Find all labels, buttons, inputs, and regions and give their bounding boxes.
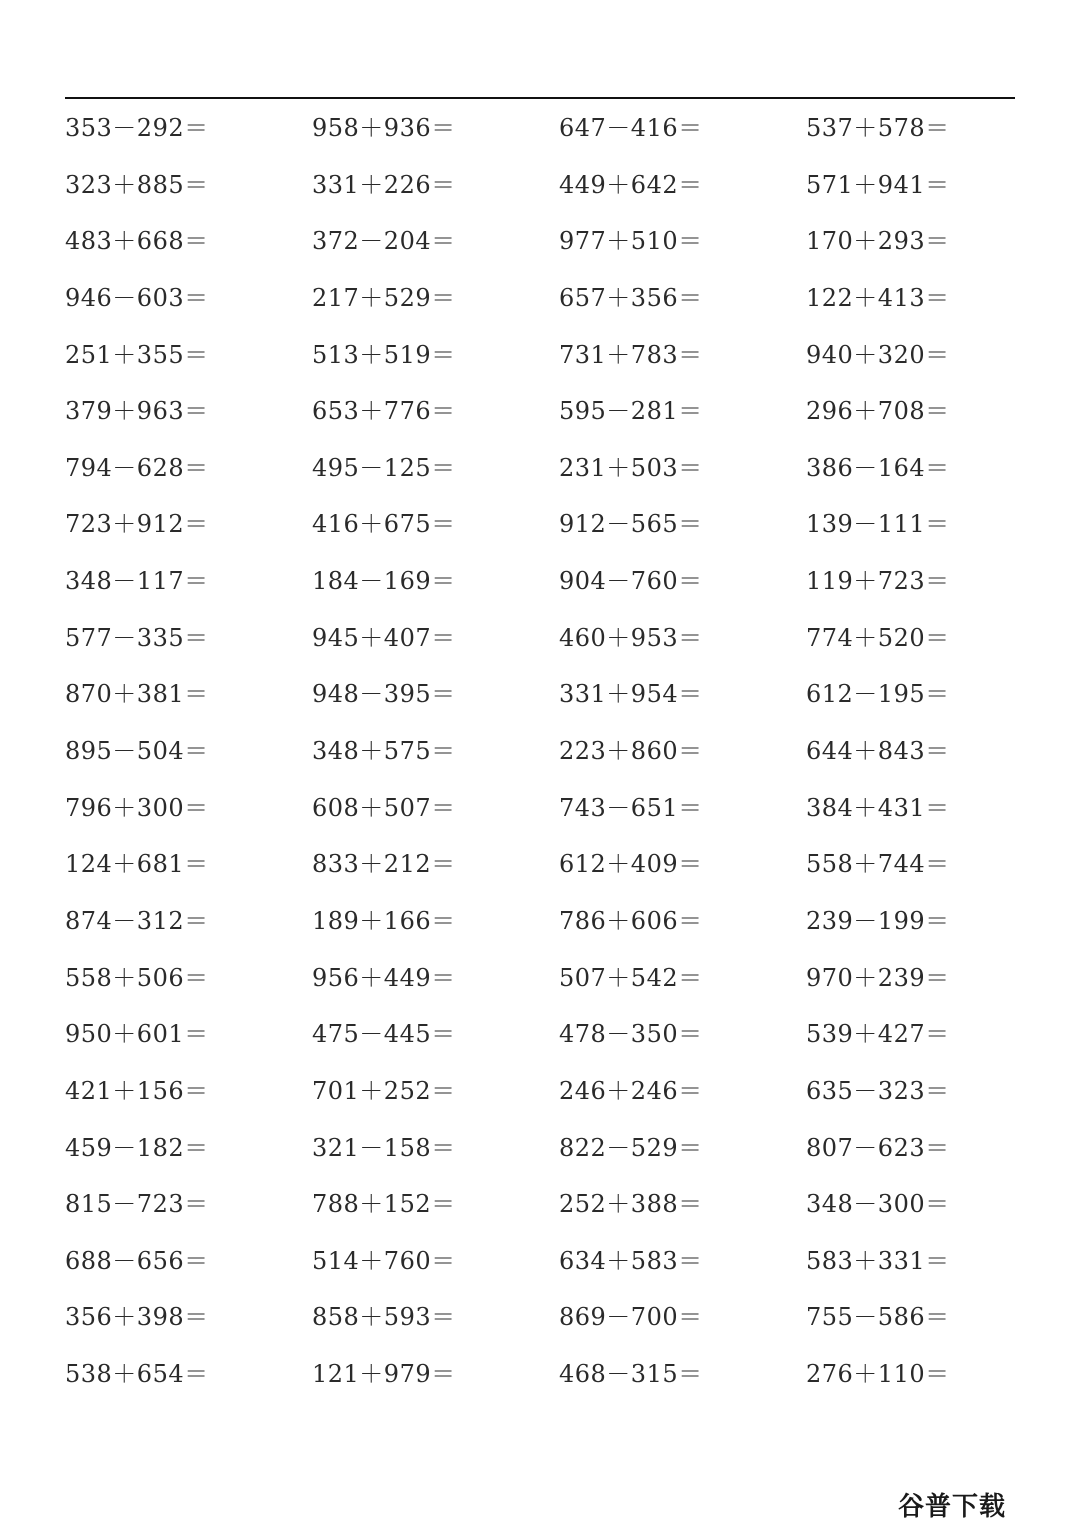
math-problem: 786＋606＝: [559, 906, 703, 935]
math-problem: 121＋979＝: [312, 1360, 456, 1389]
problem-row: [65, 844, 1015, 901]
math-problem: 822－529＝: [559, 1133, 703, 1162]
math-problem: 950＋601＝: [65, 1020, 209, 1049]
math-problem: 583＋331＝: [806, 1246, 950, 1275]
math-problem: 276＋110＝: [806, 1360, 950, 1389]
math-problem: 904－760＝: [559, 567, 703, 596]
math-problem: 296＋708＝: [806, 397, 950, 426]
math-problem: 743－651＝: [559, 793, 703, 822]
math-problem: 815－723＝: [65, 1190, 209, 1219]
math-problem: 870＋381＝: [65, 680, 209, 709]
problem-row: [65, 448, 1015, 505]
problem-row: [65, 618, 1015, 675]
math-problem: 348－300＝: [806, 1190, 950, 1219]
math-problem: 460＋953＝: [559, 623, 703, 652]
math-problem: 657＋356＝: [559, 283, 703, 312]
problem-row: [65, 958, 1015, 1015]
math-problem: 538＋654＝: [65, 1360, 209, 1389]
problem-row: [65, 108, 1015, 165]
problem-row: [65, 165, 1015, 222]
problem-row: [65, 504, 1015, 561]
problem-row: [65, 1128, 1015, 1185]
math-problem: 701＋252＝: [312, 1076, 456, 1105]
math-problem: 558＋744＝: [806, 850, 950, 879]
math-problem: 958＋936＝: [312, 114, 456, 142]
math-problem: 940＋320＝: [806, 340, 950, 369]
problem-row: [65, 391, 1015, 448]
math-problem: 513＋519＝: [312, 340, 456, 369]
problem-row: [65, 1297, 1015, 1354]
math-problem: 647－416＝: [559, 114, 703, 142]
math-problem: 331＋954＝: [559, 680, 703, 709]
math-problem: 379＋963＝: [65, 397, 209, 426]
math-problem: 833＋212＝: [312, 850, 456, 879]
math-problem: 723＋912＝: [65, 510, 209, 539]
math-problem: 449＋642＝: [559, 170, 703, 199]
math-problem: 858＋593＝: [312, 1303, 456, 1332]
math-problem: 869－700＝: [559, 1303, 703, 1332]
math-problem: 558＋506＝: [65, 963, 209, 992]
problem-row: [65, 788, 1015, 845]
math-problem: 421＋156＝: [65, 1076, 209, 1105]
arithmetic-problem-grid: [65, 108, 1015, 1411]
math-problem: 124＋681＝: [65, 850, 209, 879]
math-problem: 948－395＝: [312, 680, 456, 709]
math-problem: 459－182＝: [65, 1133, 209, 1162]
math-problem: 796＋300＝: [65, 793, 209, 822]
math-problem: 653＋776＝: [312, 397, 456, 426]
math-problem: 356＋398＝: [65, 1303, 209, 1332]
math-problem: 184－169＝: [312, 567, 456, 596]
math-problem: 217＋529＝: [312, 283, 456, 312]
math-problem: 688－656＝: [65, 1246, 209, 1275]
math-problem: 478－350＝: [559, 1020, 703, 1049]
watermark-logo: 谷普下载: [898, 1492, 1007, 1522]
math-problem: 608＋507＝: [312, 793, 456, 822]
math-problem: 539＋427＝: [806, 1020, 950, 1049]
math-problem: 475－445＝: [312, 1020, 456, 1049]
problem-row: [65, 221, 1015, 278]
math-problem: 571＋941＝: [806, 170, 950, 199]
math-problem: 321－158＝: [312, 1133, 456, 1162]
math-problem: 595－281＝: [559, 397, 703, 426]
math-problem: 956＋449＝: [312, 963, 456, 992]
math-problem: 946－603＝: [65, 283, 209, 312]
math-problem: 348＋575＝: [312, 737, 456, 766]
math-problem: 514＋760＝: [312, 1246, 456, 1275]
problem-row: [65, 1071, 1015, 1128]
math-problem: 794－628＝: [65, 453, 209, 482]
math-problem: 788＋152＝: [312, 1190, 456, 1219]
math-problem: 635－323＝: [806, 1076, 950, 1105]
top-divider-line: [65, 97, 1015, 99]
math-problem: 945＋407＝: [312, 623, 456, 652]
problem-row: [65, 278, 1015, 335]
math-problem: 468－315＝: [559, 1360, 703, 1389]
math-problem: 348－117＝: [65, 567, 209, 596]
math-problem: 386－164＝: [806, 453, 950, 482]
math-problem: 353－292＝: [65, 114, 209, 142]
math-problem: 122＋413＝: [806, 283, 950, 312]
math-problem: 912－565＝: [559, 510, 703, 539]
math-problem: 874－312＝: [65, 906, 209, 935]
math-problem: 223＋860＝: [559, 737, 703, 766]
math-problem: 246＋246＝: [559, 1076, 703, 1105]
problem-row: [65, 1354, 1015, 1411]
math-problem: 537＋578＝: [806, 114, 950, 142]
math-problem: 977＋510＝: [559, 227, 703, 256]
math-problem: 774＋520＝: [806, 623, 950, 652]
math-problem: 384＋431＝: [806, 793, 950, 822]
math-problem: 577－335＝: [65, 623, 209, 652]
problem-row: [65, 901, 1015, 958]
math-problem: 483＋668＝: [65, 227, 209, 256]
math-problem: 323＋885＝: [65, 170, 209, 199]
math-problem: 731＋783＝: [559, 340, 703, 369]
problem-row: [65, 1014, 1015, 1071]
math-problem: 139－111＝: [806, 510, 950, 539]
math-problem: 495－125＝: [312, 453, 456, 482]
math-problem: 119＋723＝: [806, 567, 950, 596]
problem-row: [65, 1241, 1015, 1298]
math-problem: 644＋843＝: [806, 737, 950, 766]
math-problem: 970＋239＝: [806, 963, 950, 992]
math-problem: 895－504＝: [65, 737, 209, 766]
problem-row: [65, 1184, 1015, 1241]
math-problem: 634＋583＝: [559, 1246, 703, 1275]
math-problem: 372－204＝: [312, 227, 456, 256]
problem-row: [65, 731, 1015, 788]
math-problem: 252＋388＝: [559, 1190, 703, 1219]
math-problem: 239－199＝: [806, 906, 950, 935]
math-problem: 612－195＝: [806, 680, 950, 709]
math-problem: 807－623＝: [806, 1133, 950, 1162]
math-problem: 507＋542＝: [559, 963, 703, 992]
math-problem: 331＋226＝: [312, 170, 456, 199]
math-problem: 251＋355＝: [65, 340, 209, 369]
math-problem: 612＋409＝: [559, 850, 703, 879]
math-problem: 416＋675＝: [312, 510, 456, 539]
math-problem: 231＋503＝: [559, 453, 703, 482]
problem-row: [65, 561, 1015, 618]
problem-row: [65, 674, 1015, 731]
math-problem: 755－586＝: [806, 1303, 950, 1332]
math-problem: 170＋293＝: [806, 227, 950, 256]
math-problem: 189＋166＝: [312, 906, 456, 935]
problem-row: [65, 335, 1015, 392]
